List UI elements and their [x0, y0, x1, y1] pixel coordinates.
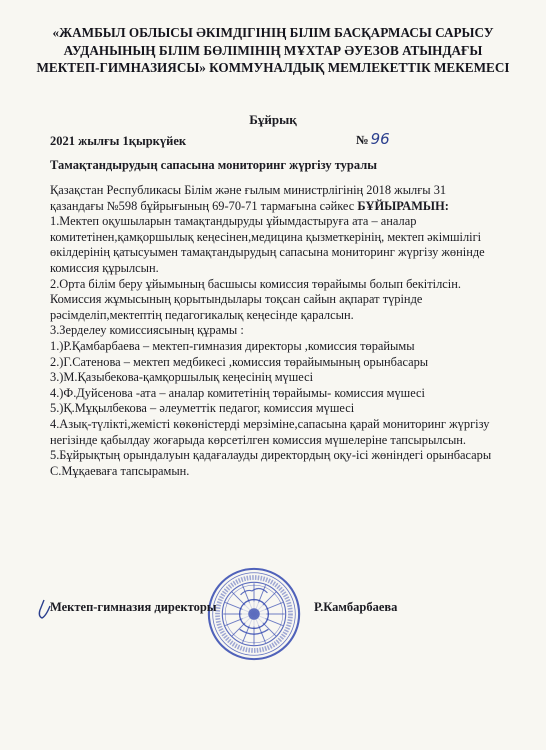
- body-line: 3.)М.Қазыбекова-қамқоршылық кеңесінің мүшесі: [50, 370, 314, 385]
- body-line: Комиссия жұмысының қорытындылары тоқсан сайын ақпарат түрінде: [50, 292, 423, 307]
- order-date: 2021 жылғы 1қыркүйек: [50, 134, 187, 148]
- order-subject: Тамақтандырудың сапасына мониторинг жүргізу туралы: [50, 158, 378, 172]
- organization-line: АУДАНЫНЫҢ БІЛІМ БӨЛІМІНІҢ МҰХТАР ӘУЕЗОВ АТЫНДАҒЫ: [63, 42, 483, 58]
- body-line: С.Мұқаеваға тапсырамын.: [50, 463, 190, 478]
- order-body: [50, 183, 520, 479]
- order-number-label: №: [356, 133, 369, 147]
- body-line: рәсімделіп,мектептің педагогикалық кеңесінде қаралсын.: [50, 307, 354, 322]
- body-line: 1.Мектеп оқушыларын тамақтандыруды ұйымдастыруға ата – аналар: [50, 214, 417, 229]
- body-line: комиссия құрылсын.: [50, 260, 159, 275]
- body-line: [50, 199, 520, 215]
- body-line: 4.)Ф.Дуйсенова -ата – аналар комитетінің төрайымы- комиссия мүшесі: [50, 385, 425, 400]
- body-line: 1.)Р.Қамбарбаева – мектеп-гимназия директоры ,комиссия төрайымы: [50, 338, 415, 353]
- organization-header: [30, 24, 516, 77]
- organization-line: МЕКТЕП-ГИМНАЗИЯСЫ» КОММУНАЛДЫҚ МЕМЛЕКЕТТІК МЕКЕМЕСІ: [36, 60, 510, 75]
- body-line: 5.)Қ.Мұқылбекова – әлеуметтік педагог, комиссия мүшесі: [50, 401, 355, 416]
- body-line: комитетінен,қамқоршылық кеңесінен,медицина қызметкерінің, мектеп әкімшілігі: [50, 229, 482, 244]
- signatory-name: Р.Камбарбаева: [314, 600, 398, 614]
- document-title: Бұйрық: [249, 112, 297, 127]
- body-line: 2.)Г.Сатенова – мектеп медбикесі ,комиссия төрайымының орынбасары: [50, 354, 429, 369]
- signatory-position: Мектеп-гимназия директоры: [50, 600, 217, 614]
- order-word: БҰЙЫРАМЫН:: [357, 198, 449, 213]
- body-line-text: қазандағы №598 бұйрығының 69-70-71 тармағына сәйкес: [50, 198, 358, 213]
- body-line: Қазақстан Республикасы Білім және ғылым министрлігінің 2018 жылғы 31: [50, 183, 447, 197]
- body-line: 2.Орта білім беру ұйымының басшысы комиссия төрайымы болып бекітілсін.: [50, 276, 461, 291]
- organization-line: «ЖАМБЫЛ ОБЛЫСЫ ӘКІМДІГІНІҢ БІЛІМ БАСҚАРМАСЫ САРЫСУ: [52, 25, 494, 40]
- body-line: 3.Зерделеу комиссиясының құрамы :: [50, 323, 244, 338]
- order-number-value: 96: [370, 130, 390, 148]
- body-line: өкілдерінің қатысуымен тамақтандырудың сапасына мониторинг жүргізу жөнінде: [50, 245, 485, 260]
- body-line: негізінде қабылдау жоғарыда көрсетілген комиссия мүшелеріне тапсырылсын.: [50, 432, 467, 447]
- body-line: 4.Азық-түлікті,жемісті көкөністерді мерзіміне,сапасына қарай мониторинг жүргізу: [50, 416, 490, 431]
- order-number: [356, 130, 390, 148]
- official-seal-stamp: [206, 566, 302, 662]
- body-line: 5.Бұйрықтың орындалуын қадағалауды директордың оқу-ісі жөніндегі орынбасары: [50, 448, 492, 463]
